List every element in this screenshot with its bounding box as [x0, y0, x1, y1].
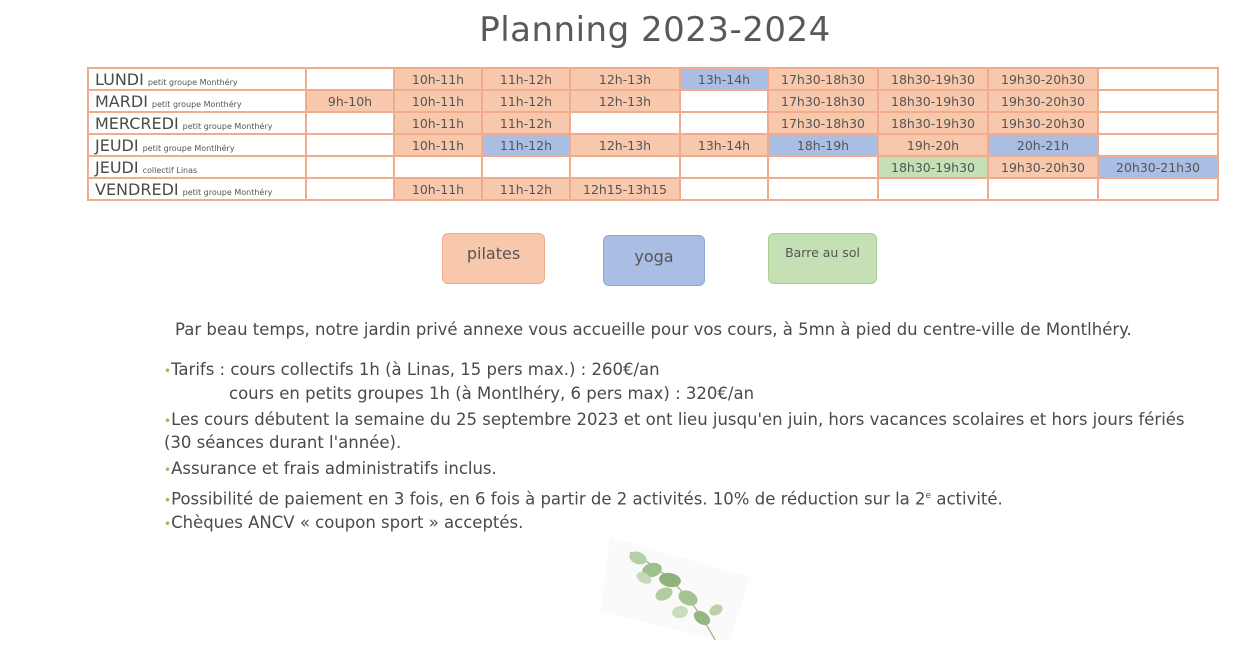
- day-cell: [88, 112, 306, 134]
- class-slot-pilates: 11h-12h: [482, 178, 570, 200]
- day-cell: [88, 90, 306, 112]
- class-slot-pilates: 10h-11h: [394, 134, 482, 156]
- info-cheques: [164, 512, 523, 535]
- day-name: JEUDI: [95, 157, 139, 177]
- empty-slot: [306, 156, 394, 178]
- empty-slot: [680, 90, 768, 112]
- group-name: petit groupe Montlhéry: [142, 143, 235, 153]
- class-slot-pilates: 19h30-20h30: [988, 90, 1098, 112]
- empty-slot: [988, 178, 1098, 200]
- empty-slot: [680, 178, 768, 200]
- class-slot-pilates: 10h-11h: [394, 90, 482, 112]
- assurance-text: Assurance et frais administratifs inclus.: [171, 459, 497, 478]
- empty-slot: [482, 156, 570, 178]
- class-slot-pilates: 11h-12h: [482, 68, 570, 90]
- empty-slot: [1098, 68, 1218, 90]
- debut-line-2: (30 séances durant l'année).: [164, 433, 402, 452]
- schedule-row: [88, 178, 1218, 200]
- eucalyptus-branch-icon: [600, 522, 760, 652]
- class-slot-pilates: 11h-12h: [482, 90, 570, 112]
- empty-slot: [680, 156, 768, 178]
- day-name: VENDREDI: [95, 179, 179, 199]
- empty-slot: [768, 178, 878, 200]
- class-slot-pilates: 10h-11h: [394, 178, 482, 200]
- info-assurance: [164, 458, 497, 481]
- class-slot-barre: 18h30-19h30: [878, 156, 988, 178]
- group-name: collectif Linas: [142, 165, 198, 175]
- bullet-icon: •: [164, 517, 172, 531]
- bullet-icon: •: [164, 463, 172, 477]
- class-slot-pilates: 17h30-18h30: [768, 68, 878, 90]
- tarifs-line-1: Tarifs : cours collectifs 1h (à Linas, 15 pers max.) : 260€/an: [171, 360, 660, 379]
- paiement-text: Possibilité de paiement en 3 fois, en 6 fois à partir de 2 activités. 10% de réduction sur la 2: [171, 489, 926, 509]
- class-slot-pilates: 18h30-19h30: [878, 112, 988, 134]
- empty-slot: [680, 112, 768, 134]
- class-slot-pilates: 17h30-18h30: [768, 112, 878, 134]
- page-title: Planning 2023-2024: [479, 10, 831, 50]
- info-tarifs: [164, 359, 660, 382]
- day-cell: [88, 134, 306, 156]
- empty-slot: [570, 156, 680, 178]
- class-slot-pilates: 19h30-20h30: [988, 156, 1098, 178]
- empty-slot: [306, 178, 394, 200]
- group-name: petit groupe Monthéry: [182, 121, 273, 131]
- info-debut: [164, 409, 1185, 432]
- empty-slot: [1098, 178, 1218, 200]
- empty-slot: [1098, 90, 1218, 112]
- class-slot-pilates: 19h-20h: [878, 134, 988, 156]
- schedule-row: [88, 134, 1218, 156]
- empty-slot: [768, 156, 878, 178]
- group-name: petit groupe Monthéry: [182, 187, 273, 197]
- schedule-row: [88, 156, 1218, 178]
- bullet-icon: •: [164, 414, 172, 428]
- empty-slot: [306, 112, 394, 134]
- empty-slot: [1098, 134, 1218, 156]
- class-slot-pilates: 12h15-13h15: [570, 178, 680, 200]
- day-cell: [88, 178, 306, 200]
- empty-slot: [306, 134, 394, 156]
- empty-slot: [1098, 112, 1218, 134]
- class-slot-pilates: 17h30-18h30: [768, 90, 878, 112]
- schedule-row: [88, 112, 1218, 134]
- legend-yoga: yoga: [603, 235, 705, 286]
- class-slot-yoga: 11h-12h: [482, 134, 570, 156]
- class-slot-pilates: 11h-12h: [482, 112, 570, 134]
- bullet-icon: •: [164, 493, 172, 508]
- cheques-text: Chèques ANCV « coupon sport » acceptés.: [171, 513, 524, 532]
- day-name: MARDI: [95, 91, 148, 111]
- intro-text: Par beau temps, notre jardin privé annexe vous accueille pour vos cours, à 5mn à pied du centre-ville de Montlhéry.: [175, 320, 1132, 339]
- bullet-icon: •: [164, 364, 172, 378]
- day-cell: [88, 68, 306, 90]
- empty-slot: [394, 156, 482, 178]
- class-slot-yoga: 18h-19h: [768, 134, 878, 156]
- paiement-text-end: activité.: [931, 489, 1003, 509]
- tarifs-line-2: cours en petits groupes 1h (à Montlhéry, 6 pers max) : 320€/an: [229, 384, 755, 403]
- class-slot-pilates: 10h-11h: [394, 112, 482, 134]
- class-slot-pilates: 12h-13h: [570, 68, 680, 90]
- paiement-superscript: e: [925, 491, 932, 501]
- class-slot-pilates: 19h30-20h30: [988, 68, 1098, 90]
- class-slot-pilates: 12h-13h: [570, 90, 680, 112]
- class-slot-pilates: 13h-14h: [680, 134, 768, 156]
- class-slot-pilates: 19h30-20h30: [988, 112, 1098, 134]
- group-name: petit groupe Monthéry: [151, 99, 242, 109]
- info-paiement: [164, 485, 1003, 512]
- empty-slot: [878, 178, 988, 200]
- empty-slot: [306, 68, 394, 90]
- schedule-row: [88, 90, 1218, 112]
- class-slot-pilates: 12h-13h: [570, 134, 680, 156]
- class-slot-pilates: 10h-11h: [394, 68, 482, 90]
- day-name: LUNDI: [95, 69, 144, 89]
- group-name: petit groupe Monthéry: [147, 77, 238, 87]
- class-slot-yoga: 20h30-21h30: [1098, 156, 1218, 178]
- class-slot-yoga: 20h-21h: [988, 134, 1098, 156]
- day-name: JEUDI: [95, 135, 139, 155]
- legend-barre-au-sol: Barre au sol: [768, 233, 877, 284]
- legend-pilates: pilates: [442, 233, 545, 284]
- schedule-row: [88, 68, 1218, 90]
- class-slot-pilates: 18h30-19h30: [878, 90, 988, 112]
- class-slot-yoga: 13h-14h: [680, 68, 768, 90]
- day-cell: [88, 156, 306, 178]
- day-name: MERCREDI: [95, 113, 179, 133]
- class-slot-pilates: 9h-10h: [306, 90, 394, 112]
- schedule-table: [87, 67, 1219, 201]
- debut-line-1: Les cours débutent la semaine du 25 septembre 2023 et ont lieu jusqu'en juin, hors vacances scolaires et hors jours fériés: [171, 410, 1185, 429]
- empty-slot: [570, 112, 680, 134]
- class-slot-pilates: 18h30-19h30: [878, 68, 988, 90]
